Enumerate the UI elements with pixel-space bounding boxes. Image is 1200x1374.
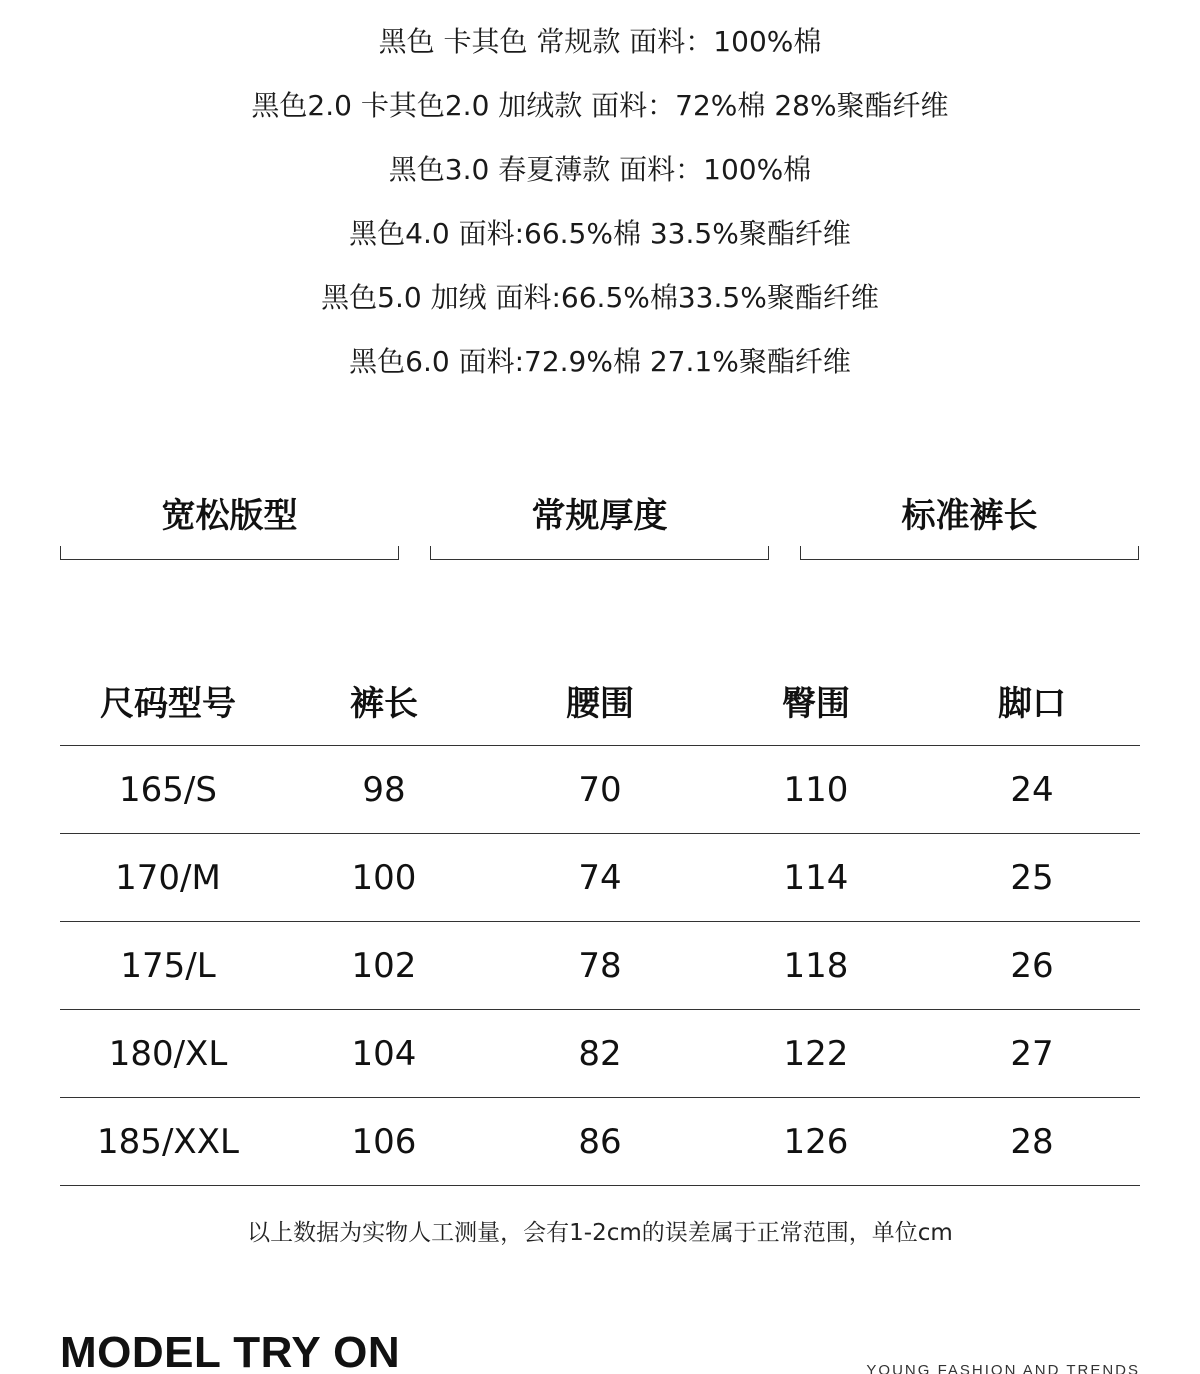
feature-label: 标准裤长 bbox=[901, 496, 1038, 536]
section-subtitle: YOUNG FASHION AND TRENDS bbox=[866, 1362, 1140, 1374]
cell-size: 185/XXL bbox=[97, 1121, 239, 1162]
feature-thickness bbox=[430, 490, 769, 562]
section-title: MODEL TRY ON bbox=[60, 1328, 401, 1374]
cell-size: 175/L bbox=[120, 945, 216, 986]
feature-labels bbox=[60, 490, 1140, 570]
header-hip: 臀围 bbox=[782, 683, 850, 724]
feature-length bbox=[800, 490, 1139, 562]
table-header-row bbox=[60, 655, 1140, 746]
cell-length: 102 bbox=[351, 945, 417, 986]
table-row bbox=[60, 1010, 1140, 1098]
feature-underline-bracket bbox=[430, 546, 769, 560]
cell-size: 165/S bbox=[119, 769, 217, 810]
table-row bbox=[60, 922, 1140, 1010]
cell-waist: 78 bbox=[578, 945, 622, 986]
cell-hem: 25 bbox=[1010, 857, 1054, 898]
fabric-line: 黑色5.0 加绒 面料:66.5%棉33.5%聚酯纤维 bbox=[321, 281, 879, 314]
fabric-line: 黑色3.0 春夏薄款 面料：100%棉 bbox=[388, 153, 812, 186]
cell-hem: 24 bbox=[1010, 769, 1054, 810]
fabric-line: 黑色6.0 面料:72.9%棉 27.1%聚酯纤维 bbox=[349, 345, 851, 378]
cell-hem: 27 bbox=[1010, 1033, 1054, 1074]
cell-hip: 122 bbox=[783, 1033, 849, 1074]
size-table bbox=[60, 655, 1140, 1186]
header-waist: 腰围 bbox=[566, 683, 634, 724]
cell-length: 98 bbox=[362, 769, 406, 810]
cell-hip: 126 bbox=[783, 1121, 849, 1162]
fabric-info-list bbox=[0, 18, 1200, 402]
table-row bbox=[60, 1098, 1140, 1186]
cell-waist: 82 bbox=[578, 1033, 622, 1074]
feature-label: 常规厚度 bbox=[531, 496, 668, 536]
cell-hip: 114 bbox=[783, 857, 849, 898]
feature-underline-bracket bbox=[60, 546, 399, 560]
fabric-line: 黑色2.0 卡其色2.0 加绒款 面料：72%棉 28%聚酯纤维 bbox=[251, 89, 949, 122]
cell-hem: 26 bbox=[1010, 945, 1054, 986]
cell-hip: 110 bbox=[783, 769, 849, 810]
header-size: 尺码型号 bbox=[100, 683, 236, 724]
cell-waist: 70 bbox=[578, 769, 622, 810]
cell-length: 104 bbox=[351, 1033, 417, 1074]
fabric-line: 黑色 卡其色 常规款 面料：100%棉 bbox=[378, 25, 822, 58]
table-row bbox=[60, 746, 1140, 834]
header-length: 裤长 bbox=[350, 683, 418, 724]
header-hem: 脚口 bbox=[998, 683, 1066, 724]
feature-underline-bracket bbox=[800, 546, 1139, 560]
cell-waist: 74 bbox=[578, 857, 622, 898]
cell-length: 106 bbox=[351, 1121, 417, 1162]
cell-hip: 118 bbox=[783, 945, 849, 986]
measurement-note: 以上数据为实物人工测量，会有1-2cm的误差属于正常范围，单位cm bbox=[247, 1220, 953, 1246]
feature-label: 宽松版型 bbox=[161, 496, 298, 536]
feature-fit bbox=[60, 490, 399, 562]
fabric-line: 黑色4.0 面料:66.5%棉 33.5%聚酯纤维 bbox=[349, 217, 851, 250]
cell-length: 100 bbox=[351, 857, 417, 898]
cell-size: 170/M bbox=[115, 857, 221, 898]
cell-waist: 86 bbox=[578, 1121, 622, 1162]
cell-hem: 28 bbox=[1010, 1121, 1054, 1162]
cell-size: 180/XL bbox=[108, 1033, 228, 1074]
table-row bbox=[60, 834, 1140, 922]
